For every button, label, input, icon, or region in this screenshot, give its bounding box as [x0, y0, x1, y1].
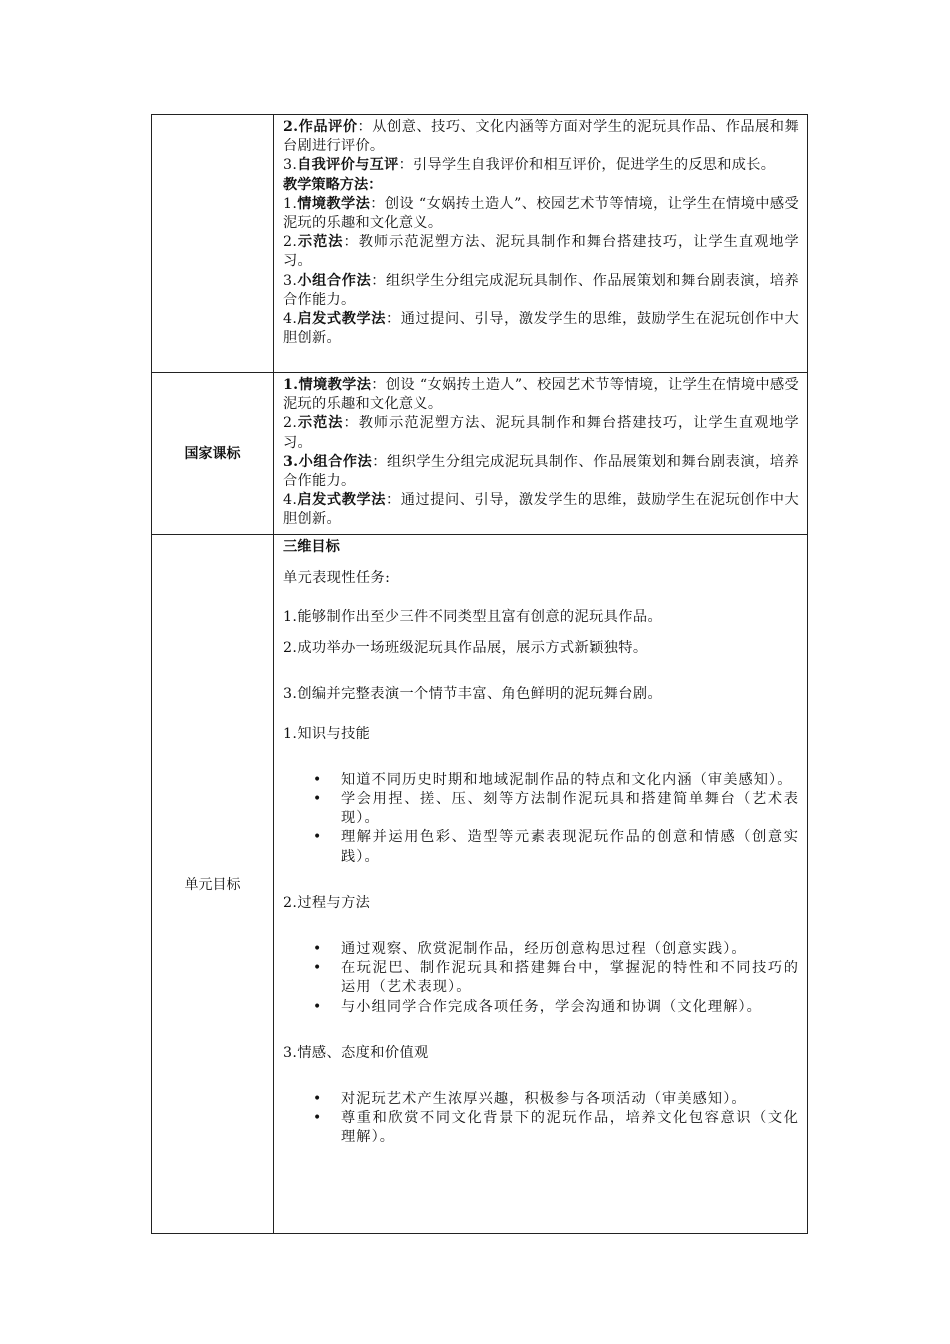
process-list	[283, 940, 799, 1017]
table-row-evaluation	[152, 115, 808, 373]
lesson-plan-table	[151, 114, 808, 1234]
national-standard-cell	[274, 373, 808, 535]
standard-item-4: 4.启发式教学法：通过提问、引导，激发学生的思维，鼓励学生在泥玩创作中大胆创新。	[283, 492, 799, 528]
list-item: • 学会用捏、搓、压、刻等方法制作泥玩具和搭建简单舞台（艺术表现）。	[283, 790, 799, 828]
list-item: • 通过观察、欣赏泥制作品，经历创意构思过程（创意实践）。	[283, 940, 799, 959]
table-row-national-standard	[152, 373, 808, 535]
list-item: • 在玩泥巴、制作泥玩具和搭建舞台中，掌握泥的特性和不同技巧的运用（艺术表现）。	[283, 959, 799, 997]
strategy-heading: 教学策略方法：	[283, 176, 383, 193]
task-item-3: 3.创编并完整表演一个情节丰富、角色鲜明的泥玩舞台剧。	[283, 686, 663, 703]
knowledge-list	[283, 771, 799, 867]
section-title-attitude: 3.情感、态度和价值观	[283, 1044, 429, 1061]
unit-goals-cell	[274, 534, 808, 1233]
attitude-list	[283, 1090, 799, 1148]
list-item: • 对泥玩艺术产生浓厚兴趣，积极参与各项活动（审美感知）。	[283, 1090, 799, 1109]
row-label-empty	[152, 115, 274, 373]
task-item-1: 1.能够制作出至少三件不同类型且富有创意的泥玩具作品。	[283, 609, 663, 626]
eval-item-2: 2.作品评价：从创意、技巧、文化内涵等方面对学生的泥玩具作品、作品展和舞台剧进行评价。	[283, 119, 799, 155]
standard-item-1: 1.情境教学法：创设 “女娲抟土造人”、校园艺术节等情境，让学生在情境中感受泥玩的乐趣和文化意义。	[283, 377, 799, 413]
section-title-knowledge: 1.知识与技能	[283, 725, 371, 742]
section-title-process: 2.过程与方法	[283, 894, 371, 911]
task-title: 单元表现性任务:	[283, 569, 391, 586]
row-label-unit-goals: 单元目标	[152, 534, 274, 1233]
eval-item-3: 3.自我评价与互评：引导学生自我评价和相互评价，促进学生的反思和成长。	[283, 157, 776, 174]
task-item-2: 2.成功举办一场班级泥玩具作品展，展示方式新颖独特。	[283, 640, 648, 657]
evaluation-cell	[274, 115, 808, 373]
standard-item-2: 2.示范法：教师示范泥塑方法、泥玩具制作和舞台搭建技巧，让学生直观地学习。	[283, 415, 799, 451]
strategy-item-3: 3.小组合作法：组织学生分组完成泥玩具制作、作品展策划和舞台剧表演，培养合作能力。	[283, 272, 799, 308]
standard-item-3: 3.小组合作法：组织学生分组完成泥玩具制作、作品展策划和舞台剧表演，培养合作能力。	[283, 453, 799, 490]
three-dimension-heading: 三维目标	[283, 538, 340, 555]
strategy-item-4: 4.启发式教学法：通过提问、引导，激发学生的思维，鼓励学生在泥玩创作中大胆创新。	[283, 311, 799, 347]
strategy-item-2: 2.示范法：教师示范泥塑方法、泥玩具制作和舞台搭建技巧，让学生直观地学习。	[283, 234, 799, 270]
row-label-national-standard: 国家课标	[152, 373, 274, 535]
list-item: • 知道不同历史时期和地域泥制作品的特点和文化内涵（审美感知）。	[283, 771, 799, 790]
list-item: • 理解并运用色彩、造型等元素表现泥玩作品的创意和情感（创意实践）。	[283, 828, 799, 866]
strategy-item-1: 1.情境教学法：创设 “女娲抟土造人”、校园艺术节等情境，让学生在情境中感受泥玩的乐趣和文化意义。	[283, 195, 799, 232]
table-row-unit-goals	[152, 534, 808, 1233]
list-item: • 尊重和欣赏不同文化背景下的泥玩作品，培养文化包容意识（文化理解）。	[283, 1109, 799, 1147]
list-item: • 与小组同学合作完成各项任务，学会沟通和协调（文化理解）。	[283, 998, 799, 1017]
